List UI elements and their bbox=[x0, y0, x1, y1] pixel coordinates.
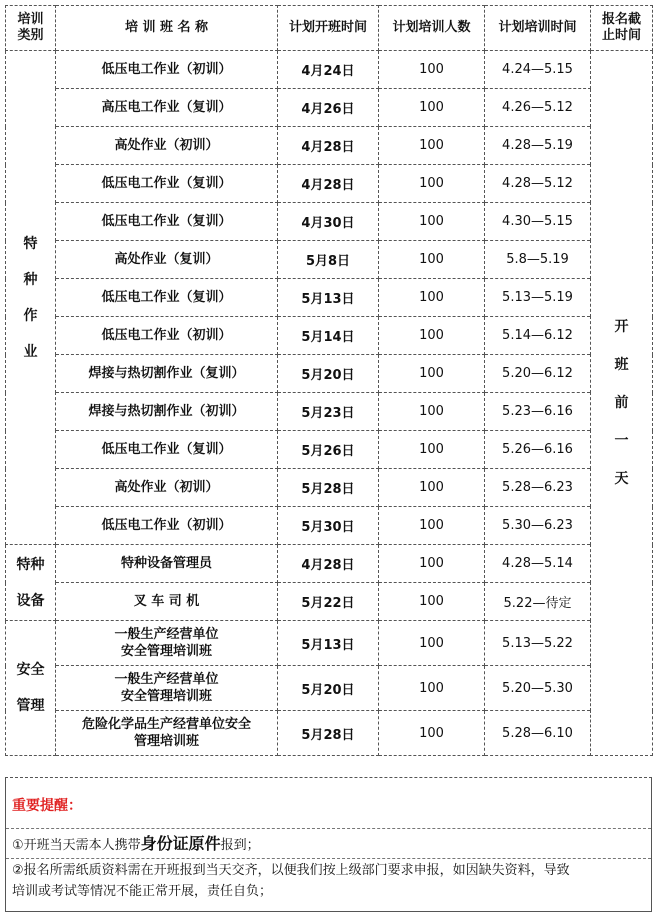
trainee-count-cell: 100 bbox=[379, 393, 485, 431]
training-schedule-table bbox=[5, 5, 653, 756]
table-row bbox=[6, 393, 653, 431]
start-date-cell: 4月26日 bbox=[278, 89, 379, 127]
trainee-count-cell: 100 bbox=[379, 621, 485, 666]
header-course: 培 训 班 名 称 bbox=[56, 6, 278, 51]
course-name-cell: 焊接与热切割作业（复训） bbox=[56, 355, 278, 393]
start-date-cell: 5月13日 bbox=[278, 621, 379, 666]
trainee-count-cell: 100 bbox=[379, 203, 485, 241]
category-cell: 特种 设备 bbox=[6, 545, 56, 621]
trainee-count-cell: 100 bbox=[379, 431, 485, 469]
start-date-cell: 5月26日 bbox=[278, 431, 379, 469]
start-date-cell: 5月30日 bbox=[278, 507, 379, 545]
table-row bbox=[6, 89, 653, 127]
start-date-cell: 4月28日 bbox=[278, 165, 379, 203]
category-cell: 安全 管理 bbox=[6, 621, 56, 756]
table-row bbox=[6, 317, 653, 355]
trainee-count-cell: 100 bbox=[379, 51, 485, 89]
header-count: 计划培训人数 bbox=[379, 6, 485, 51]
header-start: 计划开班时间 bbox=[278, 6, 379, 51]
training-period-cell: 5.20—6.12 bbox=[485, 355, 591, 393]
notes-divider bbox=[6, 828, 651, 829]
table-row bbox=[6, 51, 653, 89]
table-row bbox=[6, 241, 653, 279]
training-period-cell: 5.23—6.16 bbox=[485, 393, 591, 431]
course-name-cell: 高处作业（复训） bbox=[56, 241, 278, 279]
training-period-cell: 5.28—6.23 bbox=[485, 469, 591, 507]
table-row bbox=[6, 469, 653, 507]
trainee-count-cell: 100 bbox=[379, 711, 485, 756]
course-name-cell: 焊接与热切割作业（初训） bbox=[56, 393, 278, 431]
course-name-cell: 一般生产经营单位 安全管理培训班 bbox=[56, 666, 278, 711]
notes-title: 重要提醒： bbox=[12, 798, 82, 814]
course-name-cell: 低压电工作业（复训） bbox=[56, 165, 278, 203]
trainee-count-cell: 100 bbox=[379, 469, 485, 507]
training-period-cell: 4.28—5.14 bbox=[485, 545, 591, 583]
course-name-cell: 高压电工作业（复训） bbox=[56, 89, 278, 127]
table-row bbox=[6, 583, 653, 621]
course-name-cell: 一般生产经营单位 安全管理培训班 bbox=[56, 621, 278, 666]
table-row bbox=[6, 203, 653, 241]
trainee-count-cell: 100 bbox=[379, 666, 485, 711]
table-row bbox=[6, 355, 653, 393]
training-period-cell: 4.28—5.19 bbox=[485, 127, 591, 165]
trainee-count-cell: 100 bbox=[379, 583, 485, 621]
start-date-cell: 5月23日 bbox=[278, 393, 379, 431]
trainee-count-cell: 100 bbox=[379, 241, 485, 279]
table-row bbox=[6, 545, 653, 583]
course-name-cell: 低压电工作业（初训） bbox=[56, 507, 278, 545]
header-deadline: 报名截 止时间 bbox=[591, 6, 653, 51]
training-period-cell: 4.28—5.12 bbox=[485, 165, 591, 203]
trainee-count-cell: 100 bbox=[379, 165, 485, 203]
start-date-cell: 4月28日 bbox=[278, 545, 379, 583]
training-period-cell: 4.26—5.12 bbox=[485, 89, 591, 127]
course-name-cell: 低压电工作业（复训） bbox=[56, 203, 278, 241]
notes-item-1: ①开班当天需本人携带身份证原件报到； bbox=[12, 834, 260, 853]
training-period-cell: 5.20—5.30 bbox=[485, 666, 591, 711]
header-category: 培训 类别 bbox=[6, 6, 56, 51]
category-cell: 特 种 作 业 bbox=[6, 51, 56, 545]
course-name-cell: 低压电工作业（复训） bbox=[56, 279, 278, 317]
start-date-cell: 4月28日 bbox=[278, 127, 379, 165]
start-date-cell: 5月20日 bbox=[278, 666, 379, 711]
notes-divider bbox=[6, 858, 651, 859]
deadline-cell: 开 班 前 一 天 bbox=[591, 51, 653, 756]
training-period-cell: 5.8—5.19 bbox=[485, 241, 591, 279]
trainee-count-cell: 100 bbox=[379, 545, 485, 583]
table-row bbox=[6, 666, 653, 711]
important-notes bbox=[5, 777, 652, 912]
trainee-count-cell: 100 bbox=[379, 127, 485, 165]
training-period-cell: 5.28—6.10 bbox=[485, 711, 591, 756]
start-date-cell: 4月24日 bbox=[278, 51, 379, 89]
training-period-cell: 4.30—5.15 bbox=[485, 203, 591, 241]
trainee-count-cell: 100 bbox=[379, 507, 485, 545]
course-name-cell: 危险化学品生产经营单位安全 管理培训班 bbox=[56, 711, 278, 756]
course-name-cell: 特种设备管理员 bbox=[56, 545, 278, 583]
start-date-cell: 5月8日 bbox=[278, 241, 379, 279]
course-name-cell: 低压电工作业（初训） bbox=[56, 51, 278, 89]
start-date-cell: 5月20日 bbox=[278, 355, 379, 393]
trainee-count-cell: 100 bbox=[379, 279, 485, 317]
course-name-cell: 叉 车 司 机 bbox=[56, 583, 278, 621]
schedule-body bbox=[6, 51, 653, 756]
notes-item-2-line-2: 培训或考试等情况不能正常开展，责任自负； bbox=[12, 884, 273, 899]
training-period-cell: 4.24—5.15 bbox=[485, 51, 591, 89]
notes-id-card-emphasis: 身份证原件 bbox=[140, 834, 221, 853]
table-row bbox=[6, 621, 653, 666]
training-period-cell: 5.30—6.23 bbox=[485, 507, 591, 545]
trainee-count-cell: 100 bbox=[379, 317, 485, 355]
course-name-cell: 高处作业（初训） bbox=[56, 469, 278, 507]
training-period-cell: 5.13—5.22 bbox=[485, 621, 591, 666]
start-date-cell: 5月14日 bbox=[278, 317, 379, 355]
table-row bbox=[6, 127, 653, 165]
start-date-cell: 5月13日 bbox=[278, 279, 379, 317]
header-period: 计划培训时间 bbox=[485, 6, 591, 51]
start-date-cell: 5月28日 bbox=[278, 711, 379, 756]
trainee-count-cell: 100 bbox=[379, 355, 485, 393]
trainee-count-cell: 100 bbox=[379, 89, 485, 127]
course-name-cell: 高处作业（初训） bbox=[56, 127, 278, 165]
start-date-cell: 4月30日 bbox=[278, 203, 379, 241]
table-row bbox=[6, 165, 653, 203]
start-date-cell: 5月22日 bbox=[278, 583, 379, 621]
training-period-cell: 5.26—6.16 bbox=[485, 431, 591, 469]
header-row bbox=[6, 6, 653, 51]
notes-item-2-line-1: ②报名所需纸质资料需在开班报到当天交齐，以便我们按上级部门要求申报，如因缺失资料，导致 bbox=[12, 863, 570, 878]
table-row bbox=[6, 431, 653, 469]
course-name-cell: 低压电工作业（初训） bbox=[56, 317, 278, 355]
course-name-cell: 低压电工作业（复训） bbox=[56, 431, 278, 469]
start-date-cell: 5月28日 bbox=[278, 469, 379, 507]
table-row bbox=[6, 279, 653, 317]
training-period-cell: 5.14—6.12 bbox=[485, 317, 591, 355]
table-row bbox=[6, 507, 653, 545]
training-period-cell: 5.13—5.19 bbox=[485, 279, 591, 317]
table-row bbox=[6, 711, 653, 756]
training-period-cell: 5.22—待定 bbox=[485, 583, 591, 621]
